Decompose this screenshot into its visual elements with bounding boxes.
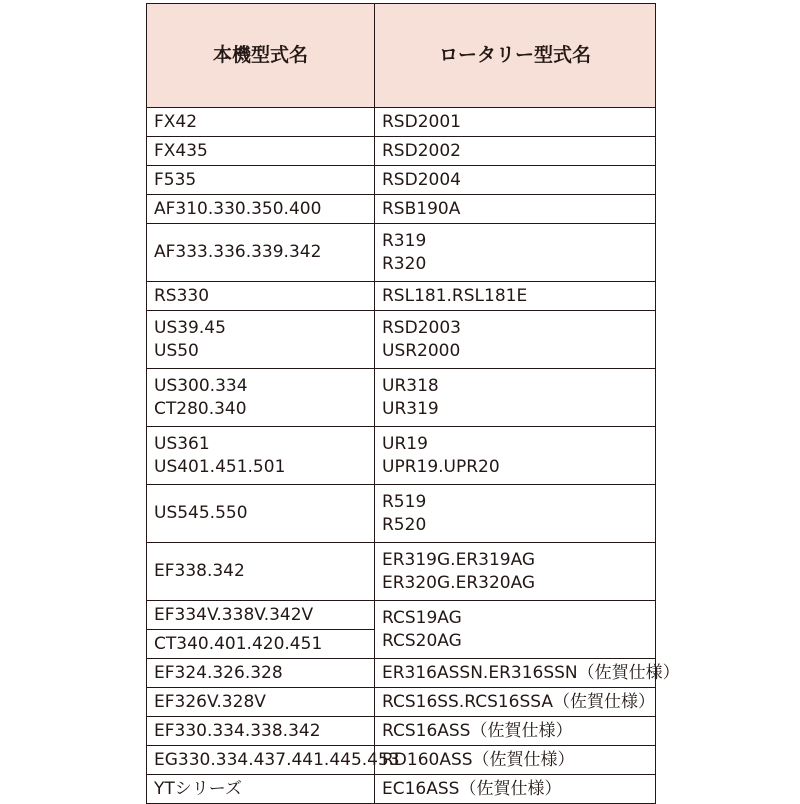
rotary-cell (375, 427, 656, 485)
model-cell (147, 775, 375, 804)
model-cell (147, 543, 375, 601)
model-cell (147, 282, 375, 311)
model-name: EF338.342 (154, 561, 245, 581)
model-name: EF334V.338V.342V (154, 604, 314, 625)
table-row (147, 543, 656, 601)
model-cell (147, 601, 375, 630)
model-name: EF324.326.328 (154, 662, 283, 683)
rotary-name: RSD2002 (382, 140, 461, 161)
model-name: US300.334 (154, 375, 248, 396)
model-cell (147, 746, 400, 775)
rotary-cell (375, 717, 656, 746)
rotary-name: RSD2001 (382, 111, 461, 132)
rotary-cell (375, 369, 656, 427)
model-cell (147, 717, 375, 746)
rotary-name: R520 (382, 514, 427, 535)
rotary-cell (375, 137, 656, 166)
model-cell (147, 195, 375, 224)
model-cell (147, 166, 375, 195)
table-row (147, 224, 656, 282)
model-name: EF326V.328V (154, 691, 266, 712)
rotary-name: RCS16SS.RCS16SSA（佐賀仕様） (382, 691, 656, 712)
model-name: AF333.336.339.342 (154, 242, 322, 262)
model-cell (147, 311, 375, 369)
rotary-cell (375, 282, 656, 311)
table-row (147, 717, 656, 746)
model-name: AF310.330.350.400 (154, 198, 322, 219)
rotary-cell (375, 601, 656, 659)
rotary-cell (375, 688, 656, 717)
table-row (147, 369, 656, 427)
rotary-name: RSD2003 (382, 317, 461, 338)
rotary-name: RCS19AG (382, 607, 462, 628)
table-body (147, 108, 680, 804)
rotary-cell (375, 485, 656, 543)
model-name: US39.45 (154, 317, 226, 338)
rotary-cell (375, 108, 656, 137)
model-cell (147, 659, 375, 688)
model-cell (147, 224, 375, 282)
table-row (147, 166, 656, 195)
model-name: YTシリーズ (154, 778, 242, 799)
table-row (147, 775, 656, 804)
model-name: CT280.340 (154, 398, 247, 419)
model-name: EG330.334.437.441.445.453 (154, 749, 400, 770)
rotary-name: R319 (382, 230, 427, 251)
table-row (147, 427, 656, 485)
model-name: US361 (154, 433, 210, 454)
rotary-name: RD160ASS（佐賀仕様） (382, 749, 575, 770)
rotary-name: RSL181.RSL181E (382, 285, 528, 306)
model-cell (147, 369, 375, 427)
header-row (147, 4, 656, 108)
model-cell (147, 137, 375, 166)
rotary-name: UPR19.UPR20 (382, 456, 500, 477)
table-row (147, 137, 656, 166)
table-row (147, 311, 656, 369)
rotary-cell (375, 224, 656, 282)
model-cell (147, 427, 375, 485)
rotary-cell (375, 166, 656, 195)
rotary-name: ER320G.ER320AG (382, 572, 536, 593)
rotary-cell (375, 195, 656, 224)
model-name: US545.550 (154, 503, 248, 523)
rotary-name: R320 (382, 253, 427, 274)
model-cell (147, 485, 375, 543)
table-row (147, 659, 656, 688)
rotary-cell (375, 659, 680, 688)
table-row (147, 746, 656, 775)
model-name: RS330 (154, 285, 210, 306)
rotary-name: UR19 (382, 433, 428, 454)
model-cell (147, 630, 375, 659)
table-row (147, 195, 656, 224)
rotary-name: RSB190A (382, 198, 461, 219)
model-name: EF330.334.338.342 (154, 720, 321, 741)
header-model: 本機型式名 (147, 4, 375, 108)
rotary-name: UR318 (382, 375, 439, 396)
model-cell (147, 688, 375, 717)
model-cell (147, 108, 375, 137)
model-name: CT340.401.420.451 (154, 633, 323, 654)
model-name: US50 (154, 340, 199, 361)
model-name: F535 (154, 169, 197, 190)
model-rotary-table (146, 3, 680, 804)
rotary-name: RCS20AG (382, 630, 462, 651)
model-name: FX435 (154, 140, 208, 161)
rotary-name: RSD2004 (382, 169, 461, 190)
model-name: US401.451.501 (154, 456, 286, 477)
table-row (147, 485, 656, 543)
rotary-name: ER319G.ER319AG (382, 549, 536, 570)
table-row (147, 688, 656, 717)
rotary-cell (375, 746, 656, 775)
table-row (147, 601, 656, 630)
rotary-cell (375, 311, 656, 369)
rotary-name: EC16ASS（佐賀仕様） (382, 778, 562, 799)
table-row (147, 282, 656, 311)
header-rotary: ロータリー型式名 (375, 4, 656, 108)
table-row (147, 108, 656, 137)
rotary-name: USR2000 (382, 340, 461, 361)
rotary-name: R519 (382, 491, 427, 512)
model-name: FX42 (154, 111, 198, 132)
rotary-name: UR319 (382, 398, 439, 419)
rotary-name: ER316ASSN.ER316SSN（佐賀仕様） (382, 662, 680, 683)
rotary-name: RCS16ASS（佐賀仕様） (382, 720, 573, 741)
rotary-cell (375, 775, 656, 804)
rotary-cell (375, 543, 656, 601)
